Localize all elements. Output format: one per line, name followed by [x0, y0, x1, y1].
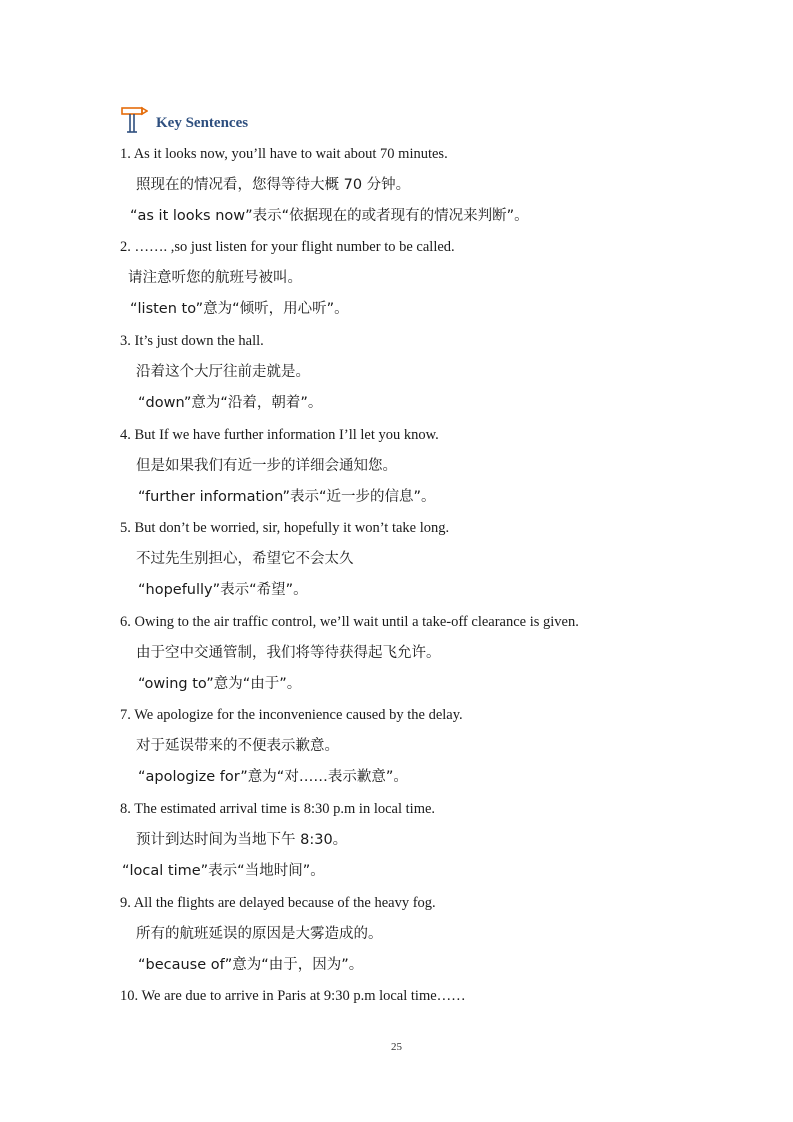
sentence-6-translation: 由于空中交通管制，我们将等待获得起飞允许。 [136, 645, 441, 661]
sentence-8-english: 8. The estimated arrival time is 8:30 p.m in local time. [120, 801, 436, 817]
sentence-3-english: 3. It’s just down the hall. [120, 333, 264, 349]
sentence-3-note: “down”意为“沿着，朝着”。 [138, 395, 323, 411]
sentence-4-note: “further information”表示“近一步的信息”。 [138, 489, 436, 505]
page-title: Key Sentences [156, 115, 249, 131]
sentence-7-english: 7. We apologize for the inconvenience caused by the delay. [120, 707, 463, 723]
sentence-5-translation: 不过先生别担心，希望它不会太久 [136, 551, 354, 567]
sentence-6-note: “owing to”意为“由于”。 [138, 676, 302, 692]
sentence-2-english: 2. ……. ,so just listen for your flight number to be called. [120, 239, 455, 255]
sentence-8-note: “local time”表示“当地时间”。 [122, 863, 325, 879]
sentence-2-translation: 请注意听您的航班号被叫。 [128, 270, 302, 286]
sentence-1-note: “as it looks now”表示“依据现在的或者现有的情况来判断”。 [130, 208, 529, 224]
sentence-8-translation: 预计到达时间为当地下午 8:30。 [136, 832, 348, 848]
sentence-6-english: 6. Owing to the air traffic control, we’ll wait until a take-off clearance is given. [120, 614, 579, 630]
sentence-4-translation: 但是如果我们有近一步的详细会通知您。 [136, 458, 397, 474]
sentence-5-english: 5. But don’t be worried, sir, hopefully it won’t take long. [120, 520, 450, 536]
sentence-2-note: “listen to”意为“倾听，用心听”。 [130, 301, 349, 317]
sentence-7-translation: 对于延误带来的不便表示歉意。 [136, 738, 339, 754]
page-number: 25 [391, 1041, 402, 1053]
sentence-1-translation: 照现在的情况看，您得等待大概 70 分钟。 [136, 177, 411, 193]
sentence-5-note: “hopefully”表示“希望”。 [138, 582, 308, 598]
sentence-1-english: 1. As it looks now, you’ll have to wait about 70 minutes. [120, 146, 448, 162]
sentence-9-translation: 所有的航班延误的原因是大雾造成的。 [136, 926, 383, 942]
signpost-icon [120, 104, 148, 134]
sentence-9-english: 9. All the flights are delayed because of the heavy fog. [120, 895, 436, 911]
sentence-9-note: “because of”意为“由于，因为”。 [138, 957, 364, 973]
sentence-10-english: 10. We are due to arrive in Paris at 9:30 p.m local time…… [120, 988, 466, 1004]
section-heading [120, 100, 248, 134]
sentence-3-translation: 沿着这个大厅往前走就是。 [136, 364, 310, 380]
sentence-7-note: “apologize for”意为“对……表示歉意”。 [138, 769, 408, 785]
sentence-4-english: 4. But If we have further information I’ll let you know. [120, 427, 439, 443]
